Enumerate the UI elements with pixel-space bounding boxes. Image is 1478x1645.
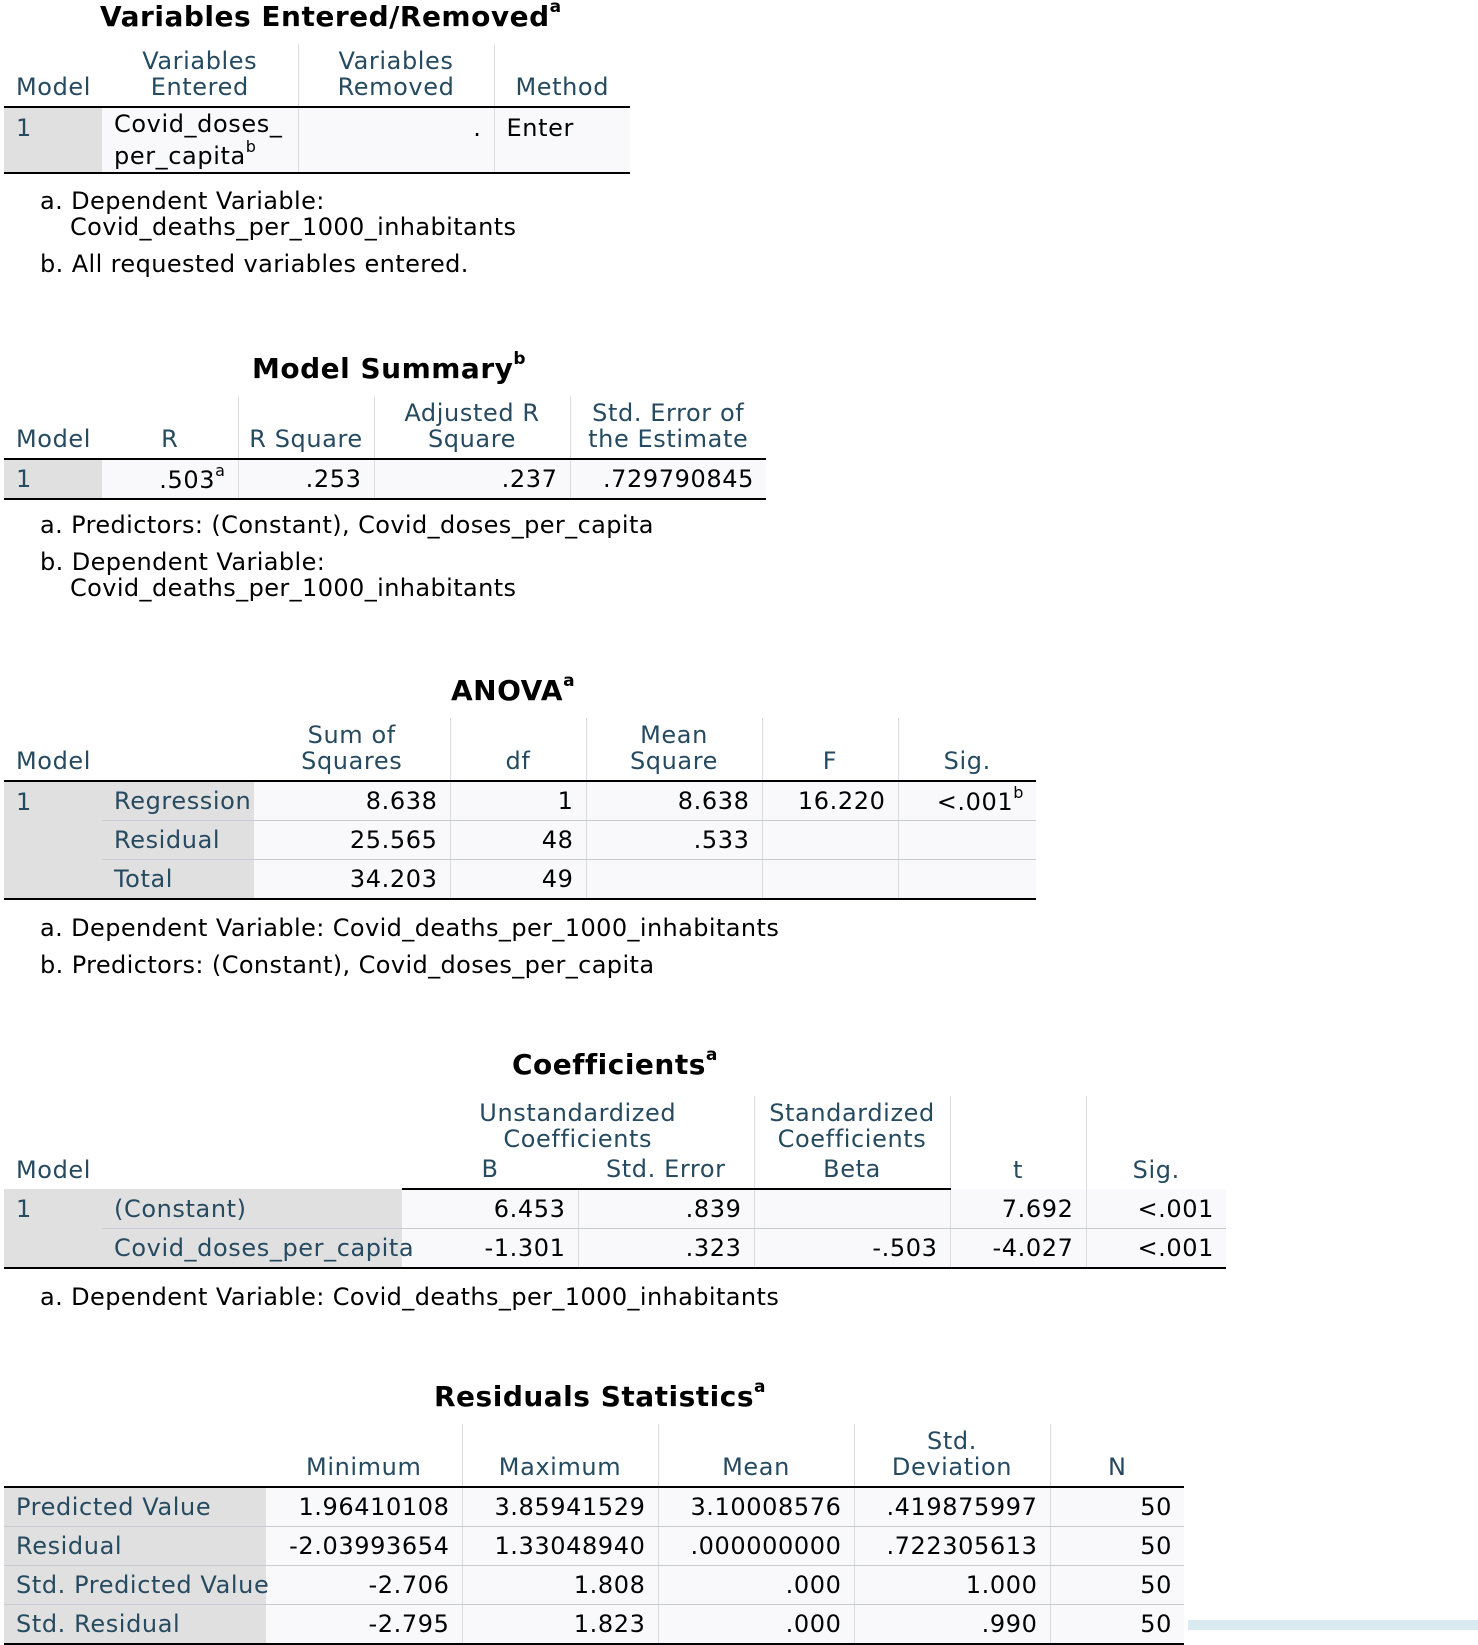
cell-mean-square: 8.638 [586,781,762,821]
cell-removed: . [298,107,494,173]
cell-sig: <.001 [1086,1229,1226,1269]
cell-df: 1 [450,781,586,821]
model-summary-title-text: Model Summary [252,352,514,385]
cell-std-error: .729790845 [570,459,766,499]
cell-n: 50 [1050,1487,1184,1527]
cell-std-error: .323 [578,1229,754,1269]
table-row [4,860,1036,900]
cell-b: 6.453 [402,1189,578,1229]
table-row [4,1487,1184,1527]
row-label-constant: (Constant) [102,1189,402,1229]
residuals-table [4,1424,1184,1645]
col-header-model: Model [4,396,102,459]
cell-maximum: 1.808 [462,1566,658,1605]
cell-sig [898,860,1036,900]
col-header-removed: Variables Removed [298,44,494,107]
table-row [4,1566,1184,1605]
variables-entered-footnotes [40,188,516,288]
cell-df: 49 [450,860,586,900]
table-row [4,781,1036,821]
cell-mean: .000 [658,1605,854,1645]
footnote-b-line1: b. Dependent Variable: [40,548,326,576]
table-row [4,1605,1184,1645]
col-header-r: R [102,396,238,459]
cell-sig [898,821,1036,860]
cell-f [762,860,898,900]
col-header-model: Model [16,1156,92,1184]
cell-std-dev: .722305613 [854,1527,1050,1566]
cell-maximum: 1.823 [462,1605,658,1645]
title-footnote-mark: a [754,1376,767,1397]
col-header-r-square: R Square [238,396,374,459]
variables-entered-table-wrap [4,44,630,174]
footnote-a-line2: Covid_deaths_per_1000_inhabitants [70,213,517,241]
col-header-std-error: Std. Error [578,1154,754,1189]
cell-n: 50 [1050,1566,1184,1605]
cell-maximum: 3.85941529 [462,1487,658,1527]
col-header-n: N [1050,1424,1184,1487]
coefficients-title [512,1044,718,1081]
row-label-std-predicted: Std. Predicted Value [4,1566,266,1605]
coefficients-footnotes [40,1284,779,1321]
cell-sig [898,781,1036,821]
cell-sig: <.001 [1086,1189,1226,1229]
cell-method: Enter [494,107,630,173]
variables-entered-title-text: Variables Entered/Removed [100,0,550,33]
anova-footnotes [40,915,779,989]
row-label-residual: Residual [4,1527,266,1566]
sig-value: <.001 [936,788,1014,816]
footnote-b [40,549,654,601]
entered-footnote-mark: b [245,136,257,156]
col-header-unstd: Unstandardized Coefficients [402,1096,754,1154]
r-value: .503 [159,466,216,494]
cell-sum-squares: 25.565 [254,821,450,860]
variables-entered-title [100,0,562,33]
r-footnote-mark: a [215,461,226,480]
cell-minimum: -2.03993654 [266,1527,462,1566]
col-header-std-dev: Std. Deviation [854,1424,1050,1487]
model-summary-footnotes [40,512,654,612]
table-row [4,1229,1226,1269]
coefficients-table-wrap [4,1096,1226,1269]
footnote-a [40,188,516,240]
col-header-std-coefficients: Standardized Coefficients [754,1096,950,1154]
title-footnote-mark: a [549,0,562,17]
col-header-model: Model [4,44,102,107]
col-header-f: F [762,718,898,781]
title-footnote-mark: a [563,670,576,691]
residuals-title [434,1376,767,1413]
cell-df: 48 [450,821,586,860]
row-model: 1 [4,781,102,899]
table-row [4,1189,1226,1229]
table-row [4,107,630,173]
footnote-b: b. All requested variables entered. [40,250,469,278]
sig-footnote-mark: b [1013,783,1024,802]
cell-mean-square: .533 [586,821,762,860]
cell-std-dev: .990 [854,1605,1050,1645]
coefficients-title-text: Coefficients [512,1048,706,1081]
col-header-sig: Sig. [1132,1156,1180,1184]
cell-n: 50 [1050,1527,1184,1566]
cell-adj-r-square: .237 [374,459,570,499]
anova-table [4,718,1036,900]
entered-line1: Covid_doses_ [114,109,283,138]
row-label-regression: Regression [102,781,254,821]
col-header-df: df [450,718,586,781]
variables-entered-table [4,44,630,174]
row-label-doses: Covid_doses_per_capita [102,1229,402,1269]
entered-line2: per_capita [114,141,246,170]
col-header-t: t [950,1096,1086,1189]
cell-mean: .000 [658,1566,854,1605]
cell-std-error: .839 [578,1189,754,1229]
cell-f [762,821,898,860]
table-row [4,1527,1184,1566]
col-header-method: Method [494,44,630,107]
cell-beta [754,1189,950,1229]
cell-mean: 3.10008576 [658,1487,854,1527]
cell-std-dev: .419875997 [854,1487,1050,1527]
title-footnote-mark: a [705,1044,718,1065]
cell-entered [102,107,298,173]
row-label-residual: Residual [102,821,254,860]
cell-sum-squares: 8.638 [254,781,450,821]
anova-title [451,670,576,707]
col-header-entered: Variables Entered [102,44,298,107]
model-summary-title [252,348,527,385]
anova-title-text: ANOVA [451,674,564,707]
anova-table-wrap [4,718,1036,900]
col-header-mean: Mean [658,1424,854,1487]
cell-std-dev: 1.000 [854,1566,1050,1605]
row-label-predicted: Predicted Value [4,1487,266,1527]
cell-f: 16.220 [762,781,898,821]
footnote-b: b. Predictors: (Constant), Covid_doses_per_capita [40,951,655,979]
residuals-title-text: Residuals Statistics [434,1380,755,1413]
footnote-a: a. Predictors: (Constant), Covid_doses_per_capita [40,511,654,539]
col-header-beta: Beta [754,1154,950,1189]
col-header-maximum: Maximum [462,1424,658,1487]
row-model: 1 [4,1189,102,1268]
footnote-b-line2: Covid_deaths_per_1000_inhabitants [70,574,517,602]
row-label-std-residual: Std. Residual [4,1605,266,1645]
col-header-b: B [402,1154,578,1189]
coefficients-table [4,1096,1226,1269]
cell-t: 7.692 [950,1189,1086,1229]
col-header-sum-squares: Sum of Squares [254,718,450,781]
table-row [4,459,766,499]
cell-mean: .000000000 [658,1527,854,1566]
col-header-mean-square: Mean Square [586,718,762,781]
model-summary-table-wrap [4,396,766,500]
footnote-a: a. Dependent Variable: Covid_deaths_per_1000_inhabitants [40,1283,780,1311]
cell-maximum: 1.33048940 [462,1527,658,1566]
footnote-a: a. Dependent Variable: Covid_deaths_per_1000_inhabitants [40,914,780,942]
cell-r-square: .253 [238,459,374,499]
col-header-sig: Sig. [898,718,1036,781]
cell-minimum: 1.96410108 [266,1487,462,1527]
title-footnote-mark: b [513,348,527,369]
table-row [4,821,1036,860]
model-summary-table [4,396,766,500]
cell-b: -1.301 [402,1229,578,1269]
col-header-minimum: Minimum [266,1424,462,1487]
cell-n: 50 [1050,1605,1184,1645]
row-model: 1 [4,459,102,499]
col-header-std-error: Std. Error of the Estimate [570,396,766,459]
col-header-blank [4,1424,266,1487]
cell-minimum: -2.706 [266,1566,462,1605]
row-model: 1 [4,107,102,173]
bottom-edge-strip [1188,1620,1478,1630]
cell-mean-square [586,860,762,900]
footnote-a-line1: a. Dependent Variable: [40,187,325,215]
cell-beta: -.503 [754,1229,950,1269]
cell-t: -4.027 [950,1229,1086,1269]
cell-sum-squares: 34.203 [254,860,450,900]
cell-r [102,459,238,499]
residuals-table-wrap [4,1424,1184,1645]
row-label-total: Total [102,860,254,900]
cell-minimum: -2.795 [266,1605,462,1645]
col-header-model: Model [4,718,254,781]
col-header-adj-r-square: Adjusted R Square [374,396,570,459]
